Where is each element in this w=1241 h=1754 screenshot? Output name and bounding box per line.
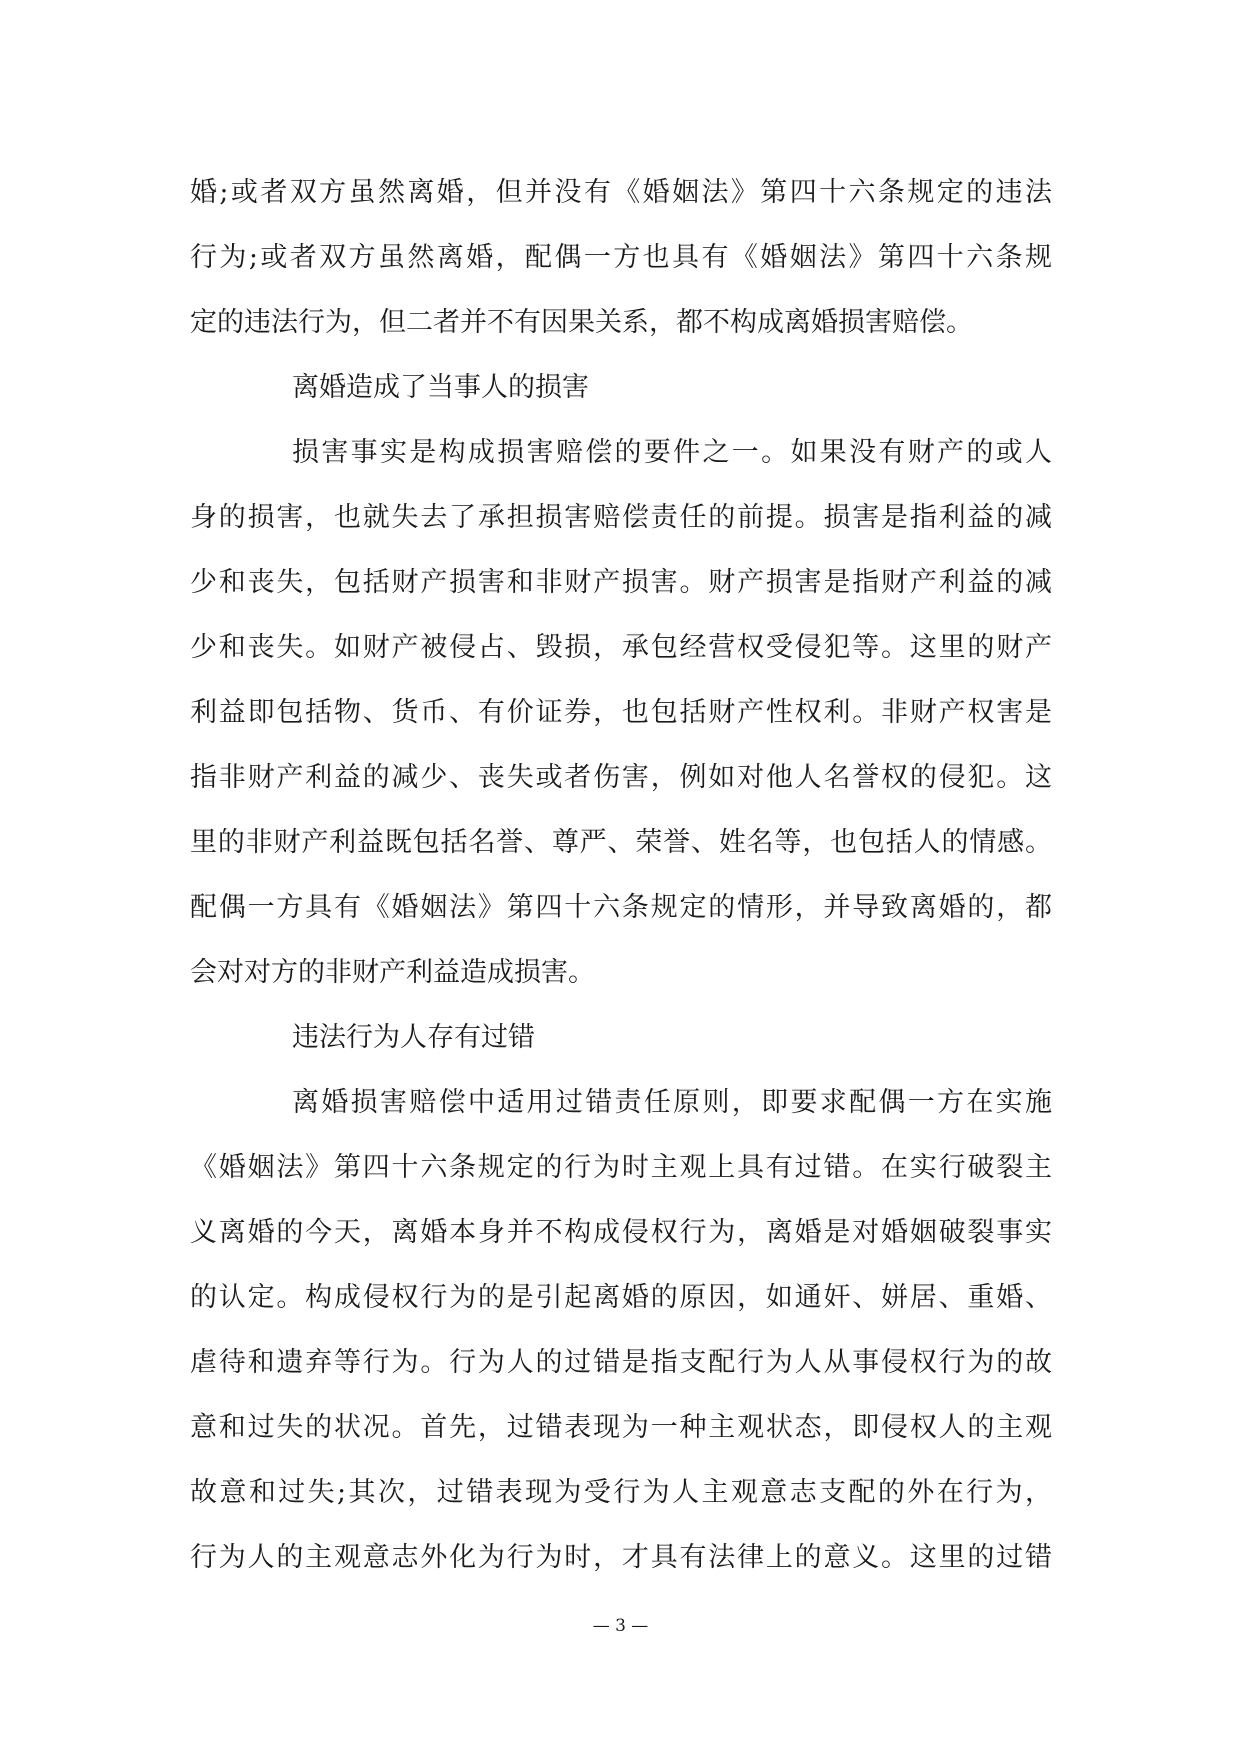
page-number: — 3 —: [592, 1616, 649, 1636]
text-line: 离婚损害赔偿中适用过错责任原则，即要求配偶一方在实施: [292, 1087, 1052, 1118]
body-text: [190, 160, 1052, 1590]
section-heading: 离婚造成了当事人的损害: [292, 372, 589, 403]
text-line: 意和过失的状况。首先，过错表现为一种主观状态，即侵权人的主观: [190, 1412, 1052, 1443]
text-line: 虐待和遗弃等行为。行为人的过错是指支配行为人从事侵权行为的故: [190, 1347, 1052, 1378]
text-line: 利益即包括物、货币、有价证券，也包括财产性权利。非财产权害是: [190, 697, 1052, 728]
text-line: 故意和过失;其次，过错表现为受行为人主观意志支配的外在行为，: [190, 1477, 1052, 1508]
text-line: 配偶一方具有《婚姻法》第四十六条规定的情形，并导致离婚的，都: [190, 892, 1052, 923]
text-line: 身的损害，也就失去了承担损害赔偿责任的前提。损害是指利益的减: [190, 502, 1052, 533]
text-line: 行为人的主观意志外化为行为时，才具有法律上的意义。这里的过错: [190, 1542, 1052, 1573]
text-line: 少和丧失，包括财产损害和非财产损害。财产损害是指财产利益的减: [190, 567, 1052, 598]
text-line: 指非财产利益的减少、丧失或者伤害，例如对他人名誉权的侵犯。这: [190, 762, 1052, 793]
text-line: 义离婚的今天，离婚本身并不构成侵权行为，离婚是对婚姻破裂事实: [190, 1217, 1052, 1248]
text-line: 少和丧失。如财产被侵占、毁损，承包经营权受侵犯等。这里的财产: [190, 632, 1052, 663]
text-line: 会对对方的非财产利益造成损害。: [190, 957, 595, 988]
text-line: 行为;或者双方虽然离婚，配偶一方也具有《婚姻法》第四十六条规: [190, 242, 1052, 273]
text-line: 里的非财产利益既包括名誉、尊严、荣誉、姓名等，也包括人的情感。: [190, 827, 1052, 858]
text-line: 婚;或者双方虽然离婚，但并没有《婚姻法》第四十六条规定的违法: [190, 177, 1052, 208]
text-line: 损害事实是构成损害赔偿的要件之一。如果没有财产的或人: [292, 437, 1052, 468]
text-line: 《婚姻法》第四十六条规定的行为时主观上具有过错。在实行破裂主: [190, 1152, 1052, 1183]
text-line: 的认定。构成侵权行为的是引起离婚的原因，如通奸、姘居、重婚、: [190, 1282, 1052, 1313]
section-heading: 违法行为人存有过错: [292, 1022, 535, 1053]
text-line: 定的违法行为，但二者并不有因果关系，都不构成离婚损害赔偿。: [190, 307, 973, 338]
